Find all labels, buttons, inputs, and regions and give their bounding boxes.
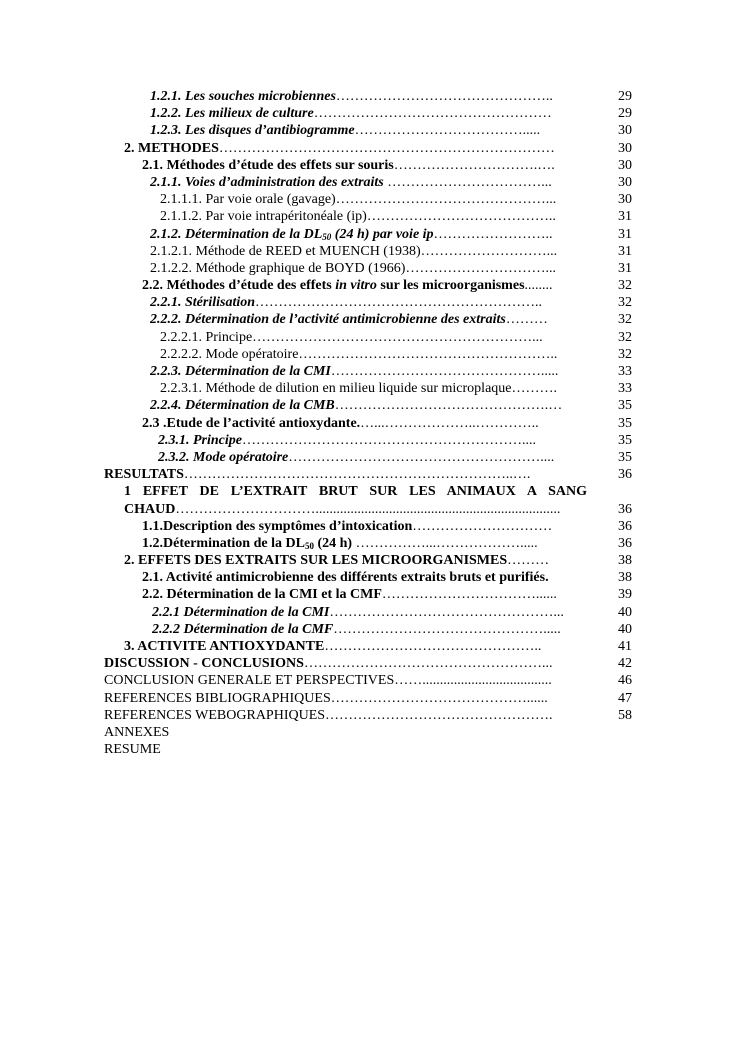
toc-page-number: 42: [618, 656, 632, 672]
toc-page-number: 32: [618, 278, 632, 294]
toc-entry: REFERENCES BIBLIOGRAPHIQUES……………………………………...... 47: [104, 690, 632, 706]
toc-entry: [0, 569, 745, 586]
toc-entry: 1 EFFET DE L’EXTRAIT BRUT SUR LES ANIMAUX A SANG CHAUD…………………………...................................................................... 36: [124, 484, 632, 517]
toc-page-number: 30: [618, 123, 632, 139]
toc-entry-title: 1.2.Détermination de la DL: [142, 535, 305, 551]
toc-entry: 2.2. Détermination de la CMI et la CMF……………………………...... 39: [142, 587, 632, 603]
toc-entry: 2.1.2.2. Méthode graphique de BOYD (1966)…………………………... 31: [150, 260, 632, 276]
toc-entry-title: 2.2.3.1. Méthode de dilution en milieu liquide sur microplaque: [160, 381, 512, 397]
table-of-contents: [0, 88, 745, 758]
toc-entry-title: 2.1. Méthodes d’étude des effets sur souris: [142, 157, 394, 173]
toc-entry-title: 2.3.1. Principe: [158, 432, 242, 448]
toc-entry-title: RESULTATS: [104, 467, 184, 483]
toc-entry: 2.1.1.1. Par voie orale (gavage)………………………………………... 30: [160, 192, 632, 208]
toc-entry: 3. ACTIVITE ANTIOXYDANTE……………………………………….. 41: [124, 639, 632, 655]
toc-entry-title: REFERENCES BIBLIOGRAPHIQUES: [104, 690, 331, 706]
toc-page-number: 35: [618, 449, 632, 465]
toc-page-number: 33: [618, 381, 632, 397]
toc-page-number: 32: [618, 295, 632, 311]
toc-entry: 2.2.2.1. Principe……………………………………………………... 32: [160, 329, 632, 345]
toc-entry-italic: in vitro: [335, 278, 377, 294]
toc-entry: 2.1. Méthodes d’étude des effets sur souris………………………….…. 30: [142, 157, 632, 173]
toc-entry-title: RESUME: [104, 742, 161, 758]
toc-page-number: 30: [618, 140, 632, 156]
toc-entry-title: DISCUSSION - CONCLUSIONS: [104, 656, 304, 672]
toc-page-number: 32: [618, 346, 632, 362]
toc-page-number: 30: [618, 157, 632, 173]
toc-page-number: 32: [618, 312, 632, 328]
toc-entry-title: 2.1. Activité antimicrobienne des différents extraits bruts et purifiés.: [142, 570, 549, 586]
toc-page-number: 40: [618, 621, 632, 637]
toc-page-number: 35: [618, 398, 632, 414]
toc-entry-title: 3. ACTIVITE ANTIOXYDANTE: [124, 639, 325, 655]
toc-entry: 2.1.2. Détermination de la $DL_{50}$ (24 h) par voie ip…………………….. 31: [150, 226, 632, 242]
toc-entry-title: 2.3 .Etude de l’activité antioxydante.: [142, 415, 361, 431]
toc-page-number: 30: [618, 174, 632, 190]
toc-entry: 2.2.4. Détermination de la CMB……………………………………….… 35: [150, 398, 632, 414]
toc-entry: 2.3 .Etude de l’activité antioxydante.…...………………..………….. 35: [142, 415, 632, 431]
toc-entry-title: 2.2.4. Détermination de la CMB: [150, 398, 335, 414]
toc-entry: 2.2. Méthodes d’étude des effets in vitro sur les microorganismes........ 32: [142, 278, 632, 294]
toc-page-number: 31: [618, 243, 632, 259]
toc-entry: 2.3.1. Principe…………………………………………………….... 35: [158, 432, 632, 448]
toc-entry: 1.2.1. Les souches microbiennes……………………………………….. 29: [150, 89, 632, 104]
toc-entry: 1.2.Détermination de la $DL_{50}$ (24 h) ……………...………………..... 36: [142, 535, 632, 551]
toc-entry: REFERENCES WEBOGRAPHIQUES…………………………………………. 58: [104, 707, 632, 723]
toc-entry-title: 2.2.3. Détermination de la CMI: [150, 364, 331, 379]
toc-entry-title: 1 EFFET DE L’EXTRAIT BRUT SUR LES ANIMAUX A SANG CHAUD: [124, 484, 587, 517]
toc-entry-title: 2.2.1. Stérilisation: [150, 295, 256, 311]
toc-page-number: 29: [618, 89, 632, 104]
toc-entry-title: 1.2.1. Les souches microbiennes: [150, 89, 336, 104]
toc-entry: 2.2.2 Détermination de la CMF………………………………………..... 40: [152, 621, 632, 637]
subscript: 50: [322, 231, 332, 242]
toc-entry: 2.1.2.1. Méthode de REED et MUENCH (1938)………………………... 31: [150, 243, 632, 259]
toc-page-number: 40: [618, 604, 632, 620]
toc-entry-title: 2.1.2.2. Méthode graphique de BOYD (1966): [150, 260, 406, 276]
toc-entry-title: 1.2.3. Les disques d’antibiogramme: [150, 123, 355, 139]
toc-entry: 2. EFFETS DES EXTRAITS SUR LES MICROORGANISMES……… 38: [124, 553, 632, 569]
toc-page-number: 29: [618, 106, 632, 122]
toc-entry: RESULTATS……………………………………………………………..…. 36: [104, 467, 632, 483]
toc-entry-title: 2.1.2.1. Méthode de REED et MUENCH (1938): [150, 243, 421, 259]
toc-entry-title: 2.2.2. Détermination de l’activité antimicrobienne des extraits: [150, 312, 506, 328]
toc-entry: DISCUSSION - CONCLUSIONS……………………………………………... 42: [104, 656, 632, 672]
toc-entry-title-suffix: sur les microorganismes: [376, 278, 525, 294]
toc-entry: 1.2.3. Les disques d’antibiogramme………………………………..... 30: [150, 123, 632, 139]
toc-entry: 1.2.2. Les milieux de culture…………………………………………… 29: [150, 106, 632, 122]
toc-entry-title: 2.3.2. Mode opératoire: [158, 449, 289, 465]
toc-entry-title: 1.2.2. Les milieux de culture: [150, 106, 314, 122]
toc-entry-title-suffix: (24 h) par voie ip: [331, 226, 434, 242]
toc-entry: 2.3.2. Mode opératoire……………………………………………….... 35: [158, 449, 632, 465]
toc-entry-title-suffix: (24 h): [313, 535, 353, 551]
toc-entry-title: 2.1.1.2. Par voie intrapéritonéale (ip): [160, 209, 367, 225]
toc-page-number: 36: [618, 535, 632, 551]
toc-entry-title: 2.1.1. Voies d’administration des extraits: [150, 174, 384, 190]
toc-page-number: 38: [618, 570, 632, 586]
toc-entry: [0, 724, 745, 741]
toc-entry-title: 2.2. Méthodes d’étude des effets: [142, 278, 336, 294]
toc-entry-title: 2.2.2 Détermination de la CMF: [152, 621, 334, 637]
toc-entry: 2.1.1.2. Par voie intrapéritonéale (ip)………………………………….. 31: [160, 209, 632, 225]
toc-page-number: 33: [618, 364, 632, 379]
toc-entry-title: CONCLUSION GENERALE ET PERSPECTIVES: [104, 673, 395, 689]
toc-entry: [0, 741, 745, 758]
toc-entry-title: 2. EFFETS DES EXTRAITS SUR LES MICROORGANISMES: [124, 553, 508, 569]
toc-page-number: 31: [618, 260, 632, 276]
toc-page-number: 36: [618, 518, 632, 534]
toc-page-number: 38: [618, 553, 632, 569]
toc-page-number: 47: [618, 690, 632, 706]
toc-page-number: 36: [618, 501, 632, 517]
toc-entry: 2.2.3.1. Méthode de dilution en milieu liquide sur microplaque………. 33: [160, 381, 632, 397]
toc-page-number: 39: [618, 587, 632, 603]
toc-entry-title: 2. METHODES: [124, 140, 219, 156]
toc-entry: 2.2.3. Détermination de la CMI………………………………………..... 33: [150, 364, 632, 379]
toc-entry: 2.2.2.2. Mode opératoire……………………………………………….. 32: [160, 346, 632, 362]
toc-entry-title: 2.1.2. Détermination de la DL: [150, 226, 323, 242]
toc-page-number: 36: [618, 467, 632, 483]
toc-entry: 2.2.1. Stérilisation…………………………………………………….. 32: [150, 295, 632, 311]
toc-page-number: 31: [618, 226, 632, 242]
toc-entry-title: 1.1.Description des symptômes d’intoxication: [142, 518, 413, 534]
subscript: 50: [304, 540, 314, 551]
toc-page-number: 35: [618, 415, 632, 431]
toc-entry: 1.1.Description des symptômes d’intoxication………………………… 36: [142, 518, 632, 534]
toc-page-number: 30: [618, 192, 632, 208]
toc-entry: 2.2.2. Détermination de l’activité antimicrobienne des extraits……… 32: [150, 312, 632, 328]
toc-page-number: 32: [618, 329, 632, 345]
toc-entry: 2. METHODES……………………………………………………………… 30: [124, 140, 632, 156]
toc-entry-title: 2.2. Détermination de la CMI et la CMF: [142, 587, 382, 603]
toc-entry: CONCLUSION GENERALE ET PERSPECTIVES……..................................... 46: [104, 673, 632, 689]
toc-entry-title: 2.2.2.1. Principe: [160, 329, 253, 345]
toc-page-number: 31: [618, 209, 632, 225]
toc-page-number: 41: [618, 639, 632, 655]
toc-entry: 2.2.1 Détermination de la CMI…………………………………………... 40: [152, 604, 632, 620]
toc-page-number: 35: [618, 432, 632, 448]
toc-entry-title: 2.2.1 Détermination de la CMI: [152, 604, 330, 620]
toc-entry-title: REFERENCES WEBOGRAPHIQUES: [104, 707, 326, 723]
toc-entry-title: 2.2.2.2. Mode opératoire: [160, 346, 299, 362]
toc-entry-title: ANNEXES: [104, 724, 170, 740]
toc-page-number: 58: [618, 707, 632, 723]
toc-entry: 2.1.1. Voies d’administration des extraits ……………………………... 30: [150, 174, 632, 190]
toc-page-number: 46: [618, 673, 632, 689]
toc-entry-title: 2.1.1.1. Par voie orale (gavage): [160, 192, 336, 208]
